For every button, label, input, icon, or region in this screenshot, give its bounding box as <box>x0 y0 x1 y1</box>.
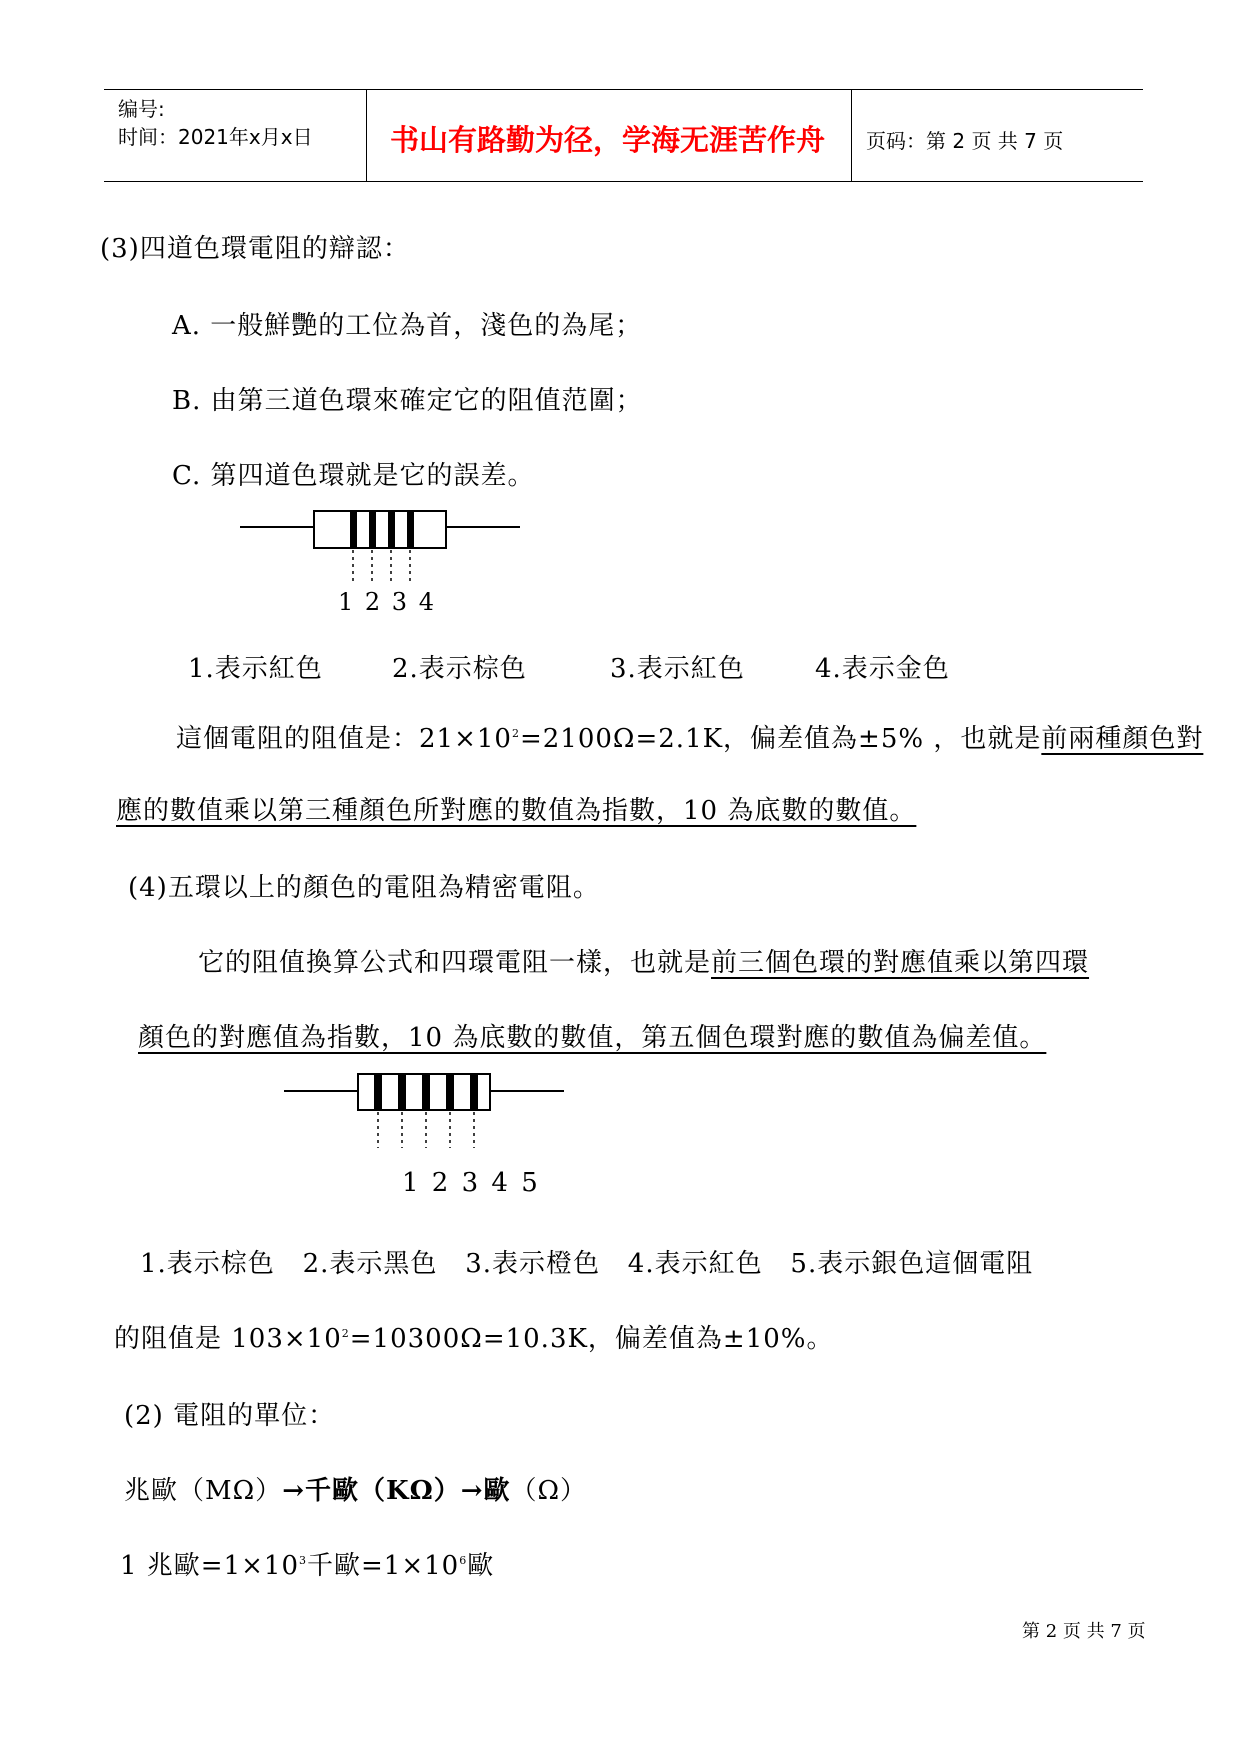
resistor-band-1 <box>374 1074 382 1110</box>
four-band-numbers: 1 2 3 4 <box>338 588 435 616</box>
four-band-calc-line-2: 應的數值乘以第三種顏色所對應的數值為指數，10 為底數的數值。 <box>116 796 917 826</box>
resistor-band-4 <box>407 511 414 548</box>
conv-exponent-1: 3 <box>299 1554 308 1567</box>
unit-kiloohm-ohm: →千歐（KΩ）→歐 <box>282 1476 511 1506</box>
conv-mid: 千歐=1×10 <box>307 1551 460 1581</box>
header-motto: 书山有路勤为径，学海无涯苦作舟 <box>390 123 826 157</box>
resistor-band-1 <box>350 511 357 548</box>
section3-heading: (3)四道色環電阻的辯認： <box>100 234 410 264</box>
section4-heading: (4)五環以上的顏色的電阻為精密電阻。 <box>128 873 600 903</box>
section3-item-a: A. 一般鮮艷的工位為首，淺色的為尾； <box>172 311 643 341</box>
resistor-band-4 <box>446 1074 454 1110</box>
four-band-calculation <box>176 718 1203 755</box>
calc-rest: =2100Ω=2.1K，偏差值為±5% ，也就是 <box>519 724 1042 754</box>
resistor-band-3 <box>388 511 395 548</box>
five-band-calculation <box>114 1318 834 1355</box>
calc-exponent: 2 <box>511 727 520 740</box>
calc-exponent: 2 <box>341 1327 350 1340</box>
calc-underline-1: 前兩種顏色對 <box>1041 724 1204 754</box>
unit-megaohm: 兆歐（MΩ） <box>124 1476 283 1506</box>
units-chain <box>124 1470 587 1507</box>
five-band-description <box>198 942 1089 979</box>
band-desc-2: 2.表示棕色 <box>392 654 527 684</box>
header-time-label: 时间：2021年x月x日 <box>118 125 313 149</box>
desc-prefix: 它的阻值換算公式和四環電阻一樣，也就是 <box>198 948 712 978</box>
desc-underline-1: 前三個色環的對應值乘以第四環 <box>711 948 1090 978</box>
footer-page-number: 第 2 页 共 7 页 <box>1022 1621 1146 1642</box>
unit-ohm: （Ω） <box>510 1476 588 1506</box>
header-bottom-rule <box>104 181 1143 182</box>
calc-prefix: 的阻值是 103×10 <box>114 1324 342 1354</box>
calc-prefix: 這個電阻的阻值是：21×10 <box>176 724 512 754</box>
resistor-band-2 <box>369 511 376 548</box>
header-page-label: 页码：第 2 页 共 7 页 <box>866 129 1064 153</box>
conv-exponent-2: 6 <box>459 1554 468 1567</box>
section3-item-b: B. 由第三道色環來確定它的阻值范圍； <box>172 386 643 416</box>
five-band-resistor-diagram <box>282 1070 572 1150</box>
resistor-band-5 <box>470 1074 478 1110</box>
band-desc-4: 4.表示金色 <box>815 654 950 684</box>
header-divider-right <box>851 90 852 182</box>
section3-item-c: C. 第四道色環就是它的誤差。 <box>172 461 535 491</box>
band-desc-1: 1.表示紅色 <box>188 654 323 684</box>
five-band-colors: 1.表示棕色 2.表示黑色 3.表示橙色 4.表示紅色 5.表示銀色這個電阻 <box>140 1249 1034 1279</box>
band-desc-3: 3.表示紅色 <box>610 654 745 684</box>
calc-rest: =10300Ω=10.3K，偏差值為±10%。 <box>349 1324 834 1354</box>
four-band-resistor-diagram <box>238 505 528 585</box>
resistor-band-2 <box>398 1074 406 1110</box>
header-serial-label: 编号: <box>118 97 165 121</box>
header-divider-left <box>366 90 367 182</box>
conv-prefix: 1 兆歐=1×10 <box>120 1551 300 1581</box>
units-conversion <box>120 1545 494 1582</box>
header-top-rule <box>104 89 1143 90</box>
resistor-band-3 <box>422 1074 430 1110</box>
five-band-desc-line-2: 顏色的對應值為指數，10 為底數的數值，第五個色環對應的數值為偏差值。 <box>138 1023 1047 1053</box>
units-heading: (2) 電阻的單位： <box>124 1401 336 1431</box>
conv-suffix: 歐 <box>467 1551 495 1581</box>
five-band-numbers: 1 2 3 4 5 <box>402 1168 539 1198</box>
resistor-body <box>314 511 446 548</box>
